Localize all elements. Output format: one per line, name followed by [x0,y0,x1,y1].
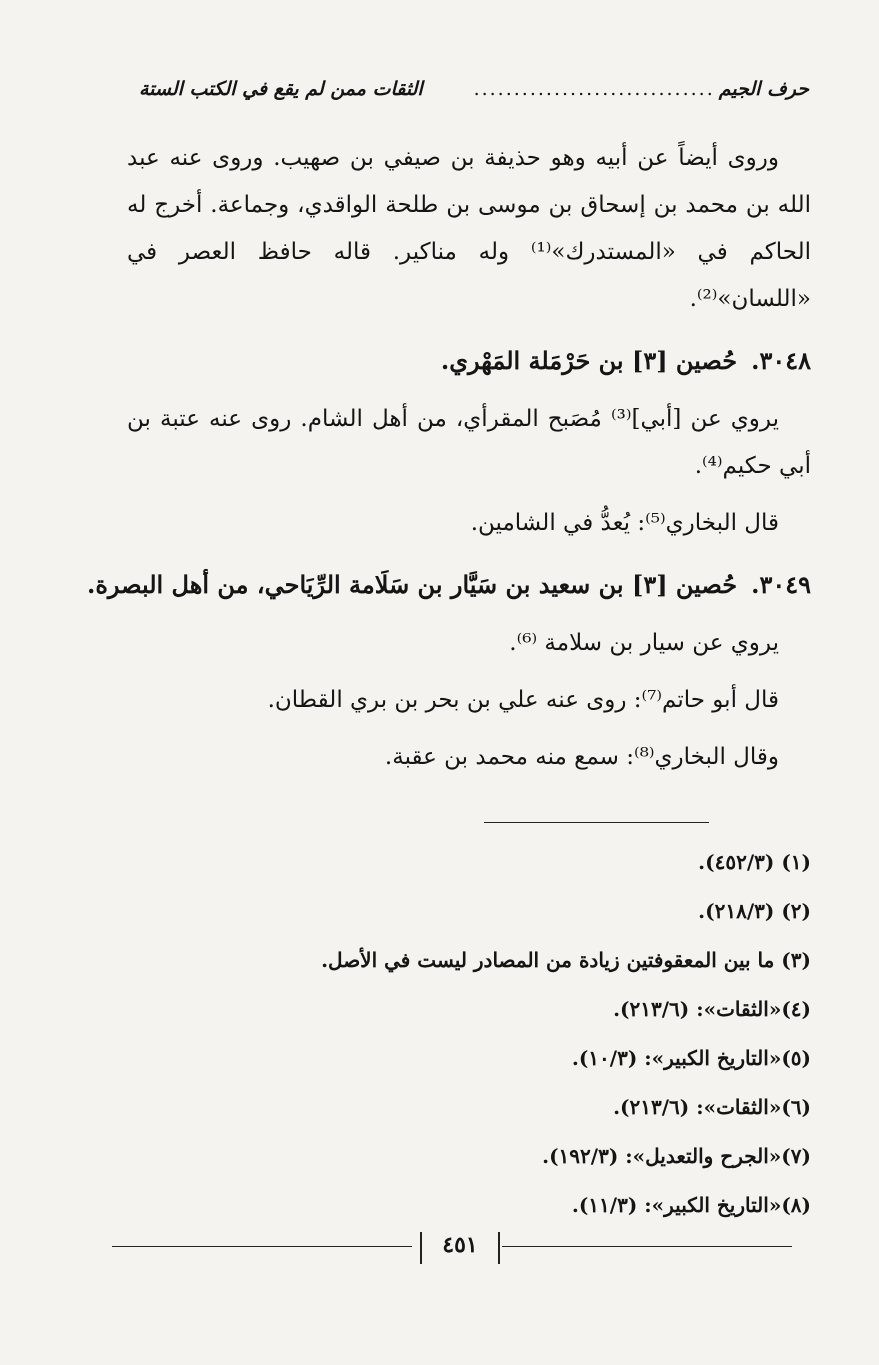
paragraph-6: وقال البخاري⁽⁸⁾: سمع منه محمد بن عقبة. [384,744,779,770]
header-book-title: الثقات ممن لم يقع في الكتب الستة [139,78,423,100]
paragraph-4: يروي عن سيار بن سلامة ⁽⁶⁾. [509,630,779,656]
footnotes [121,838,811,1230]
footnote-5: (٥)«التاريخ الكبير»: (١٠/٣). [571,1046,811,1070]
footnote-1: (١) (٤٥٢/٣). [698,850,811,874]
page-number: ٤٥١ [420,1232,500,1264]
footnote-separator [484,822,709,823]
paragraph-3: قال البخاري⁽⁵⁾: يُعدُّ في الشامين. [470,510,779,536]
entry-number: ٣٠٤٨. [751,346,811,375]
footnote-3: (٣) ما بين المعقوفتين زيادة من المصادر ليست في الأصل. [321,948,811,972]
running-header [139,78,809,100]
footnote-4: (٤)«الثقات»: (٢١٣/٦). [613,997,811,1021]
paragraph-2: يروي عن [أبي]⁽³⁾ مُصَبح المقرأي، من أهل الشام. روى عنه عتبة بن أبي حكيم⁽⁴⁾. [127,406,811,479]
footnote-7: (٧)«الجرح والتعديل»: (١٩٢/٣). [542,1144,811,1168]
entry-title: حُصين [٣] بن حَرْمَلة المَهْري. [440,346,738,375]
footer-rule-right [502,1246,792,1247]
footnote-8: (٨)«التاريخ الكبير»: (١١/٣). [571,1193,811,1217]
footer-rule-left [112,1246,412,1247]
paragraph-5: قال أبو حاتم⁽⁷⁾: روى عنه علي بن بحر بن بري القطان. [267,687,779,713]
header-chapter: حرف الجيم [718,78,809,100]
footnote-6: (٦)«الثقات»: (٢١٣/٦). [613,1095,811,1119]
paragraph-1: وروى أيضاً عن أبيه وهو حذيفة بن صيفي بن صهيب. وروى عنه عبد الله بن محمد بن إسحاق بن موسى بن طلحة الواقدي، وجماعة. أخرج له الحاكم في «المستدرك»⁽¹⁾ وله مناكير. قاله حافظ العصر في «اللسان»⁽²⁾. [127,145,811,312]
entry-title: حُصين [٣] بن سعيد بن سَيَّار بن سَلَامة الرِّيَاحي، من أهل البصرة. [86,570,738,599]
entry-number: ٣٠٤٩. [751,570,811,599]
header-leader-dots: .............................. [473,78,715,100]
footnote-2: (٢) (٢١٨/٣). [698,899,811,923]
page-footer [112,1232,792,1266]
main-text [86,135,811,781]
entry-3048 [127,337,811,384]
entry-3049 [86,561,811,608]
